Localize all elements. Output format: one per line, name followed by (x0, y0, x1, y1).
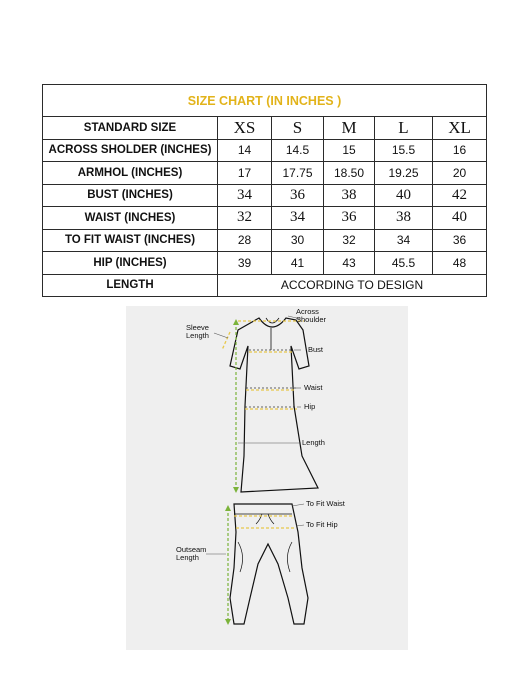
size-chart-table (42, 84, 487, 297)
table-cell: 39 (218, 252, 272, 275)
table-cell: 32 (218, 207, 272, 230)
table-row (43, 162, 487, 185)
table-cell: 36 (324, 207, 375, 230)
size-header: L (375, 117, 433, 140)
row-label: BUST (INCHES) (43, 184, 218, 207)
table-cell: 15.5 (375, 139, 433, 162)
table-cell: 48 (433, 252, 487, 275)
table-cell: 41 (272, 252, 324, 275)
to-fit-hip-label: To Fit Hip (306, 520, 338, 529)
length-label-diagram: Length (302, 438, 325, 447)
length-label: LENGTH (43, 274, 218, 297)
table-cell: 40 (375, 184, 433, 207)
table-cell: 34 (218, 184, 272, 207)
size-header: S (272, 117, 324, 140)
measurement-diagram (126, 306, 408, 650)
table-cell: 30 (272, 229, 324, 252)
table-cell: 14 (218, 139, 272, 162)
to-fit-waist-label: To Fit Waist (306, 499, 345, 508)
table-row (43, 184, 487, 207)
length-value: ACCORDING TO DESIGN (218, 274, 487, 297)
hip-label: Hip (304, 402, 316, 411)
pants-pointer-lines (206, 504, 304, 554)
table-cell: 28 (218, 229, 272, 252)
size-header: XL (433, 117, 487, 140)
table-cell: 19.25 (375, 162, 433, 185)
table-cell: 20 (433, 162, 487, 185)
table-row (43, 139, 487, 162)
table-cell: 40 (433, 207, 487, 230)
table-cell: 16 (433, 139, 487, 162)
table-cell: 18.50 (324, 162, 375, 185)
table-cell: 45.5 (375, 252, 433, 275)
table-cell: 15 (324, 139, 375, 162)
header-row (43, 117, 487, 140)
table-cell: 38 (324, 184, 375, 207)
table-row (43, 252, 487, 275)
size-header: XS (218, 117, 272, 140)
standard-size-label: STANDARD SIZE (43, 117, 218, 140)
table-cell: 17.75 (272, 162, 324, 185)
table-cell: 38 (375, 207, 433, 230)
table-cell: 36 (433, 229, 487, 252)
pointer-lines (214, 316, 301, 443)
pants-guides (234, 516, 296, 528)
title-row (43, 85, 487, 117)
table-cell: 34 (272, 207, 324, 230)
across-shoulder-label: Across Shoulder (296, 307, 327, 324)
table-cell: 32 (324, 229, 375, 252)
row-label: ACROSS SHOLDER (INCHES) (43, 139, 218, 162)
table-row (43, 207, 487, 230)
pants-outline (230, 504, 308, 624)
sleeve-length-label: Sleeve Length (186, 323, 209, 340)
table-cell: 42 (433, 184, 487, 207)
row-label: WAIST (INCHES) (43, 207, 218, 230)
chart-title: SIZE CHART (IN INCHES ) (43, 85, 487, 117)
table-cell: 36 (272, 184, 324, 207)
row-label: ARMHOL (INCHES) (43, 162, 218, 185)
table-cell: 17 (218, 162, 272, 185)
table-cell: 14.5 (272, 139, 324, 162)
outseam-length-label: Outseam Length (176, 545, 207, 562)
size-header: M (324, 117, 375, 140)
row-label: HIP (INCHES) (43, 252, 218, 275)
waist-label: Waist (304, 383, 323, 392)
table-cell: 34 (375, 229, 433, 252)
bust-label: Bust (308, 345, 324, 354)
garment-illustration (126, 306, 408, 650)
table-cell: 43 (324, 252, 375, 275)
length-row (43, 274, 487, 297)
row-label: TO FIT WAIST (INCHES) (43, 229, 218, 252)
table-row (43, 229, 487, 252)
kurta-dark-guides (245, 350, 297, 407)
